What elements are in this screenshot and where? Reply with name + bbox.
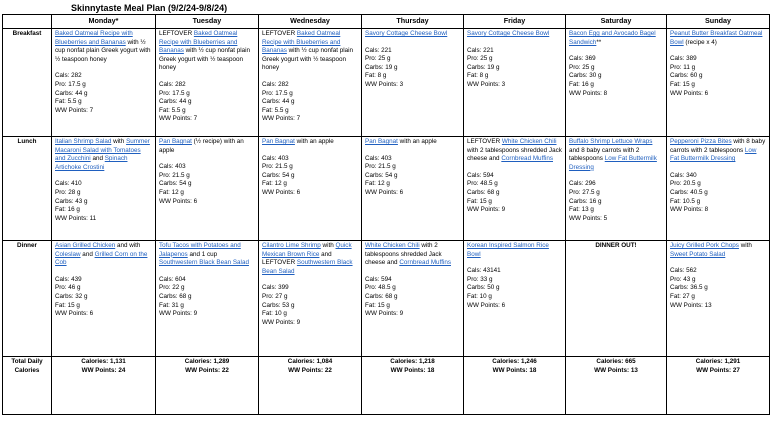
nutrition-line: Fat: 8 g: [467, 72, 489, 80]
spacer: [569, 47, 663, 55]
nutrition-line: WW Points: 3: [365, 80, 404, 88]
nutrition-line: Carbs: 68 g: [365, 292, 398, 300]
total-points: WW Points: 24: [81, 366, 126, 374]
recipe-note: LEFTOVER: [467, 138, 502, 145]
nutrition-line: Carbs: 30 g: [569, 72, 602, 80]
total-cell: [52, 357, 156, 415]
spacer: [467, 259, 562, 267]
meal-cell: [566, 137, 667, 241]
recipe-description: [159, 242, 255, 268]
total-points: WW Points: 13: [594, 366, 638, 374]
spacer: [670, 259, 766, 267]
nutrition-stats: [670, 267, 766, 310]
total-cell: [566, 357, 667, 415]
recipe-description: [365, 138, 460, 147]
nutrition-line: Pro: 21.5 g: [159, 171, 190, 179]
nutrition-line: WW Points: 8: [569, 89, 608, 97]
nutrition-line: Carbs: 60 g: [670, 72, 703, 80]
recipe-link[interactable]: Bacon Egg and Avocado Bagel Sandwich: [569, 30, 656, 46]
nutrition-line: Pro: 28 g: [55, 188, 81, 196]
spacer: [670, 164, 766, 172]
nutrition-line: Cals: 43141: [467, 267, 501, 275]
nutrition-line: Pro: 22 g: [159, 284, 185, 292]
nutrition-line: Fat: 10 g: [262, 310, 287, 318]
recipe-description: [159, 30, 255, 73]
spacer: [467, 39, 562, 47]
recipe-description: [670, 138, 766, 164]
recipe-link[interactable]: Cornbread Muffins: [501, 155, 553, 163]
recipe-link[interactable]: Pepperoni Pizza Bites: [670, 138, 732, 145]
nutrition-stats: [569, 55, 663, 98]
nutrition-line: Pro: 43 g: [670, 275, 696, 283]
nutrition-stats: [365, 276, 460, 319]
total-points: WW Points: 22: [288, 366, 332, 374]
nutrition-line: Carbs: 44 g: [159, 98, 192, 106]
nutrition-line: Pro: 27 g: [262, 292, 288, 300]
nutrition-stats: [670, 55, 766, 98]
spacer: [262, 147, 358, 155]
nutrition-line: Carbs: 68 g: [467, 188, 500, 196]
nutrition-line: Cals: 340: [670, 171, 697, 179]
nutrition-line: Pro: 46 g: [55, 284, 81, 292]
meal-cell: [362, 29, 464, 137]
nutrition-line: Fat: 15 g: [365, 301, 390, 309]
nutrition-line: Carbs: 32 g: [55, 292, 88, 300]
page-title: Skinnytaste Meal Plan (9/2/24-9/8/24): [71, 3, 228, 13]
meal-cell: [667, 137, 770, 241]
recipe-link[interactable]: White Chicken Chili: [365, 242, 420, 249]
nutrition-line: Cals: 282: [159, 80, 186, 88]
nutrition-stats: [55, 180, 152, 223]
nutrition-line: WW Points: 9: [467, 206, 506, 214]
nutrition-line: Carbs: 50 g: [467, 284, 500, 292]
meal-cell: [259, 241, 362, 357]
spacer: [55, 172, 152, 180]
recipe-description: [670, 30, 766, 47]
nutrition-line: WW Points: 9: [159, 310, 198, 318]
nutrition-line: WW Points: 3: [467, 80, 506, 88]
recipe-note: with ½ cup nonfat plain Greek yogurt with ½ teaspoon honey: [159, 47, 251, 72]
nutrition-line: Pro: 17.5 g: [55, 80, 86, 88]
recipe-link[interactable]: Savory Cottage Cheese Bowl: [365, 30, 448, 37]
nutrition-line: WW Points: 6: [55, 310, 94, 318]
nutrition-stats: [467, 47, 562, 90]
nutrition-line: Fat: 15 g: [670, 80, 695, 88]
nutrition-line: Cals: 439: [55, 275, 82, 283]
row-label-dinner: Dinner: [3, 241, 52, 357]
recipe-description: [55, 30, 152, 64]
day-header: Tuesday: [156, 15, 259, 29]
nutrition-line: Pro: 25 g: [467, 55, 493, 63]
nutrition-stats: [467, 172, 562, 215]
nutrition-line: Carbs: 54 g: [262, 171, 295, 179]
total-calories: Calories: 1,218: [390, 358, 435, 365]
recipe-link[interactable]: Pan Bagnat: [365, 138, 398, 145]
nutrition-line: Pro: 21.5 g: [262, 163, 293, 171]
spacer: [365, 147, 460, 155]
recipe-description: [262, 242, 358, 276]
recipe-description: [55, 138, 152, 172]
nutrition-line: Cals: 594: [467, 171, 494, 179]
nutrition-line: WW Points: 6: [467, 301, 506, 309]
nutrition-line: Fat: 5.5 g: [159, 106, 186, 114]
total-calories: Calories: 1,289: [184, 358, 230, 365]
recipe-note: and 1 cup: [187, 250, 218, 258]
nutrition-line: WW Points: 7: [159, 115, 198, 123]
recipe-note: LEFTOVER: [262, 30, 297, 37]
nutrition-line: Carbs: 53 g: [262, 301, 295, 309]
recipe-note: with: [738, 242, 752, 249]
recipe-description: [467, 138, 562, 164]
nutrition-line: Pro: 27.5 g: [569, 188, 600, 196]
recipe-note: with 2 tablespoons shredded Jack cheese and: [365, 242, 442, 267]
recipe-description: [365, 30, 460, 39]
recipe-description: [670, 242, 766, 259]
day-header: Thursday: [362, 15, 464, 29]
nutrition-stats: [262, 81, 358, 124]
nutrition-line: WW Points: 13: [670, 301, 712, 309]
spacer: [159, 155, 255, 163]
recipe-link[interactable]: Quick Mexican Brown Rice: [262, 242, 352, 258]
total-points: WW Points: 22: [185, 366, 229, 374]
nutrition-line: Pro: 25 g: [365, 55, 391, 63]
nutrition-stats: [569, 180, 663, 223]
recipe-description: [55, 242, 152, 268]
nutrition-line: Cals: 369: [569, 55, 596, 63]
nutrition-line: Pro: 11 g: [670, 63, 696, 71]
nutrition-line: Cals: 562: [670, 267, 697, 275]
recipe-link[interactable]: White Chicken Chili: [501, 138, 557, 145]
total-calories: Calories: 665: [596, 358, 636, 365]
nutrition-line: WW Points: 5: [569, 214, 608, 222]
nutrition-line: Cals: 221: [467, 46, 494, 54]
recipe-description: [569, 30, 663, 47]
meal-cell: [156, 137, 259, 241]
nutrition-line: Carbs: 54 g: [159, 180, 192, 188]
meal-cell: [464, 137, 566, 241]
nutrition-stats: [159, 163, 255, 206]
recipe-link[interactable]: Savory Cottage Cheese Bowl: [467, 30, 550, 37]
recipe-link[interactable]: Italian Shrimp Salad: [55, 138, 112, 145]
spacer: [262, 276, 358, 284]
day-header: Saturday: [566, 15, 667, 29]
recipe-note: with an apple: [294, 138, 334, 145]
spacer: [159, 73, 255, 81]
recipe-note: and LEFTOVER: [262, 250, 332, 267]
nutrition-line: Cals: 403: [365, 154, 392, 162]
nutrition-stats: [159, 81, 255, 124]
nutrition-line: Fat: 16 g: [55, 206, 80, 214]
spacer: [159, 268, 255, 276]
nutrition-stats: [55, 276, 152, 319]
recipe-note: (½ recipe) with an apple: [159, 138, 244, 154]
spacer: [262, 73, 358, 81]
meal-cell: [667, 29, 770, 137]
row-label-breakfast: Breakfast: [3, 29, 52, 137]
nutrition-line: Fat: 5.5 g: [262, 106, 289, 114]
nutrition-line: Fat: 8 g: [365, 72, 387, 80]
recipe-link[interactable]: Coleslaw: [55, 250, 81, 258]
day-header: Wednesday: [259, 15, 362, 29]
dinner-out-label: DINNER OUT!: [595, 242, 637, 249]
total-cell: [464, 357, 566, 415]
spacer: [365, 268, 460, 276]
nutrition-line: Pro: 20.5 g: [670, 180, 701, 188]
meal-cell: [259, 29, 362, 137]
recipe-note: **: [596, 38, 602, 46]
recipe-note: and: [80, 250, 95, 258]
meal-plan-table: [2, 14, 770, 415]
meal-cell: [52, 241, 156, 357]
nutrition-line: Pro: 17.5 g: [159, 89, 190, 97]
nutrition-line: Cals: 282: [55, 72, 82, 80]
total-points: WW Points: 18: [390, 366, 435, 374]
recipe-link[interactable]: Grilled Corn on the Cob: [55, 250, 148, 267]
total-calories: Calories: 1,131: [81, 358, 126, 365]
nutrition-stats: [262, 155, 358, 198]
recipe-link[interactable]: Tofu Tacos with Potatoes and Jalapenos: [159, 242, 241, 258]
nutrition-line: Carbs: 43 g: [55, 197, 88, 205]
nutrition-line: Fat: 12 g: [262, 180, 287, 188]
recipe-note: and with: [115, 242, 141, 249]
spacer: [569, 172, 663, 180]
row-label-lunch: Lunch: [3, 137, 52, 241]
nutrition-line: WW Points: 7: [55, 106, 94, 114]
nutrition-line: Fat: 13 g: [569, 206, 594, 214]
total-cell: [156, 357, 259, 415]
recipe-note: with: [320, 242, 336, 249]
header-row: [3, 15, 770, 29]
nutrition-line: Fat: 10 g: [467, 292, 492, 300]
nutrition-line: WW Points: 6: [365, 188, 404, 196]
spacer: [670, 47, 766, 55]
nutrition-line: Pro: 48.5 g: [467, 180, 498, 188]
recipe-link[interactable]: Cornbread Muffins: [399, 259, 451, 267]
recipe-note: with an apple: [397, 138, 437, 145]
recipe-note: with 2 tablespoons shredded Jack cheese and: [467, 146, 562, 163]
meal-cell: [667, 241, 770, 357]
nutrition-line: WW Points: 7: [262, 115, 301, 123]
total-cell: [259, 357, 362, 415]
totals-row: [3, 357, 770, 415]
nutrition-line: Carbs: 44 g: [55, 89, 88, 97]
nutrition-line: Fat: 15 g: [55, 301, 80, 309]
recipe-note: LEFTOVER: [159, 30, 194, 37]
nutrition-line: Carbs: 54 g: [365, 171, 398, 179]
meal-cell: [156, 29, 259, 137]
recipe-link[interactable]: Baked Oatmeal Recipe with Blueberries and Bananas: [55, 30, 133, 46]
dinner-row: [3, 241, 770, 357]
nutrition-line: WW Points: 11: [55, 214, 97, 222]
recipe-link[interactable]: Buffalo Shrimp Lettuce Wraps: [569, 138, 653, 145]
lunch-row: [3, 137, 770, 241]
nutrition-line: Cals: 594: [365, 275, 392, 283]
spacer: [365, 39, 460, 47]
nutrition-stats: [365, 47, 460, 90]
recipe-note: with 8 baby carrots with 2 tablespoons: [670, 138, 766, 154]
nutrition-line: Fat: 12 g: [365, 180, 390, 188]
recipe-note: with ½ cup nonfat plain Greek yogurt with ½ teaspoon honey: [262, 47, 354, 72]
recipe-link[interactable]: Asian Grilled Chicken: [55, 242, 116, 249]
total-cell: [667, 357, 770, 415]
nutrition-line: Fat: 5.5 g: [55, 98, 82, 106]
total-points: WW Points: 18: [492, 366, 537, 374]
recipe-link[interactable]: Juicy Grilled Pork Chops: [670, 242, 739, 249]
meal-cell: [156, 241, 259, 357]
nutrition-line: Fat: 10.5 g: [670, 197, 701, 205]
recipe-description: [467, 242, 562, 259]
nutrition-stats: [262, 284, 358, 327]
recipe-note: and: [90, 155, 105, 163]
recipe-description: [467, 30, 562, 39]
recipe-link[interactable]: Cilantro Lime Shrimp: [262, 242, 321, 249]
nutrition-line: Cals: 399: [262, 284, 289, 292]
recipe-link[interactable]: Summer Macaroni Salad with Tomatoes and Zucchini: [55, 138, 150, 163]
recipe-note: (recipe x 4): [683, 38, 717, 46]
nutrition-line: Fat: 15 g: [467, 197, 492, 205]
recipe-link[interactable]: Southwestern Black Bean Salad: [159, 259, 249, 267]
nutrition-stats: [365, 155, 460, 198]
nutrition-stats: [670, 172, 766, 215]
recipe-link[interactable]: Korean Inspired Salmon Rice Bowl: [467, 242, 549, 258]
recipe-link[interactable]: Low Fat Buttermilk Dressing: [569, 155, 657, 171]
nutrition-stats: [55, 72, 152, 115]
nutrition-line: Pro: 33 g: [467, 275, 493, 283]
total-calories: Calories: 1,246: [492, 358, 537, 365]
recipe-link[interactable]: Pan Bagnat: [159, 138, 192, 145]
nutrition-line: Pro: 17.5 g: [262, 89, 293, 97]
meal-cell: [52, 137, 156, 241]
nutrition-line: WW Points: 8: [670, 206, 709, 214]
meal-cell: [464, 241, 566, 357]
row-label-total: Total Daily Calories: [3, 357, 52, 415]
meal-cell: [52, 29, 156, 137]
meal-cell: [259, 137, 362, 241]
day-header: Sunday: [667, 15, 770, 29]
recipe-note: and 8 baby carrots with 2 tablespoons: [569, 146, 640, 163]
recipe-description: [262, 30, 358, 73]
breakfast-row: [3, 29, 770, 137]
nutrition-stats: [159, 276, 255, 319]
recipe-link[interactable]: Sweet Potato Salad: [670, 250, 726, 258]
spacer: [55, 64, 152, 72]
nutrition-line: Carbs: 44 g: [262, 98, 295, 106]
day-header: Friday: [464, 15, 566, 29]
nutrition-line: Carbs: 19 g: [467, 63, 500, 71]
spacer: [55, 268, 152, 276]
nutrition-line: Cals: 221: [365, 46, 392, 54]
nutrition-line: Cals: 604: [159, 275, 186, 283]
nutrition-line: Carbs: 16 g: [569, 197, 602, 205]
spacer: [467, 164, 562, 172]
recipe-note: with: [111, 138, 127, 145]
nutrition-line: WW Points: 6: [670, 89, 709, 97]
nutrition-line: Fat: 31 g: [159, 301, 184, 309]
nutrition-line: Cals: 389: [670, 55, 697, 63]
recipe-link[interactable]: Baked Oatmeal Recipe with Blueberries and Bananas: [159, 30, 238, 55]
nutrition-line: Fat: 16 g: [569, 80, 594, 88]
nutrition-line: WW Points: 6: [159, 197, 198, 205]
recipe-link[interactable]: Baked Oatmeal Recipe with Blueberries and Bananas: [262, 30, 341, 55]
nutrition-line: Cals: 403: [159, 163, 186, 171]
nutrition-line: Fat: 27 g: [670, 292, 695, 300]
nutrition-line: Pro: 48.5 g: [365, 284, 396, 292]
day-header: Monday*: [52, 15, 156, 29]
recipe-link[interactable]: Southwestern Black Bean Salad: [262, 259, 353, 275]
nutrition-line: Cals: 296: [569, 180, 596, 188]
nutrition-line: Pro: 25 g: [569, 63, 595, 71]
meal-cell: [362, 137, 464, 241]
recipe-link[interactable]: Pan Bagnat: [262, 138, 295, 145]
total-points: WW Points: 27: [696, 366, 740, 374]
total-calories: Calories: 1,291: [695, 358, 741, 365]
nutrition-line: Carbs: 68 g: [159, 292, 192, 300]
corner-cell: [3, 15, 52, 29]
recipe-note: with ½ cup nonfat plain Greek yogurt with ½ teaspoon honey: [55, 38, 151, 63]
meal-cell: [566, 241, 667, 357]
nutrition-line: WW Points: 9: [365, 310, 404, 318]
recipe-link[interactable]: Low Fat Buttermilk Dressing: [670, 146, 757, 163]
nutrition-line: WW Points: 9: [262, 318, 301, 326]
nutrition-line: Carbs: 36.5 g: [670, 284, 708, 292]
nutrition-line: Fat: 12 g: [159, 188, 184, 196]
meal-cell: [362, 241, 464, 357]
nutrition-line: Cals: 403: [262, 154, 289, 162]
recipe-description: [262, 138, 358, 147]
nutrition-line: Pro: 21.5 g: [365, 163, 396, 171]
nutrition-line: Cals: 410: [55, 180, 82, 188]
recipe-description: [365, 242, 460, 268]
nutrition-line: Carbs: 40.5 g: [670, 188, 708, 196]
total-calories: Calories: 1,084: [287, 358, 333, 365]
nutrition-line: WW Points: 6: [262, 188, 301, 196]
nutrition-stats: [467, 267, 562, 310]
recipe-description: [159, 138, 255, 155]
recipe-link[interactable]: Spinach Artichoke Crostini: [55, 155, 128, 171]
recipe-link[interactable]: Peanut Butter Breakfast Oatmeal Bowl: [670, 30, 763, 46]
nutrition-line: Carbs: 19 g: [365, 63, 398, 71]
nutrition-line: Cals: 282: [262, 80, 289, 88]
recipe-description: [569, 138, 663, 172]
meal-cell: [464, 29, 566, 137]
total-cell: [362, 357, 464, 415]
meal-cell: [566, 29, 667, 137]
